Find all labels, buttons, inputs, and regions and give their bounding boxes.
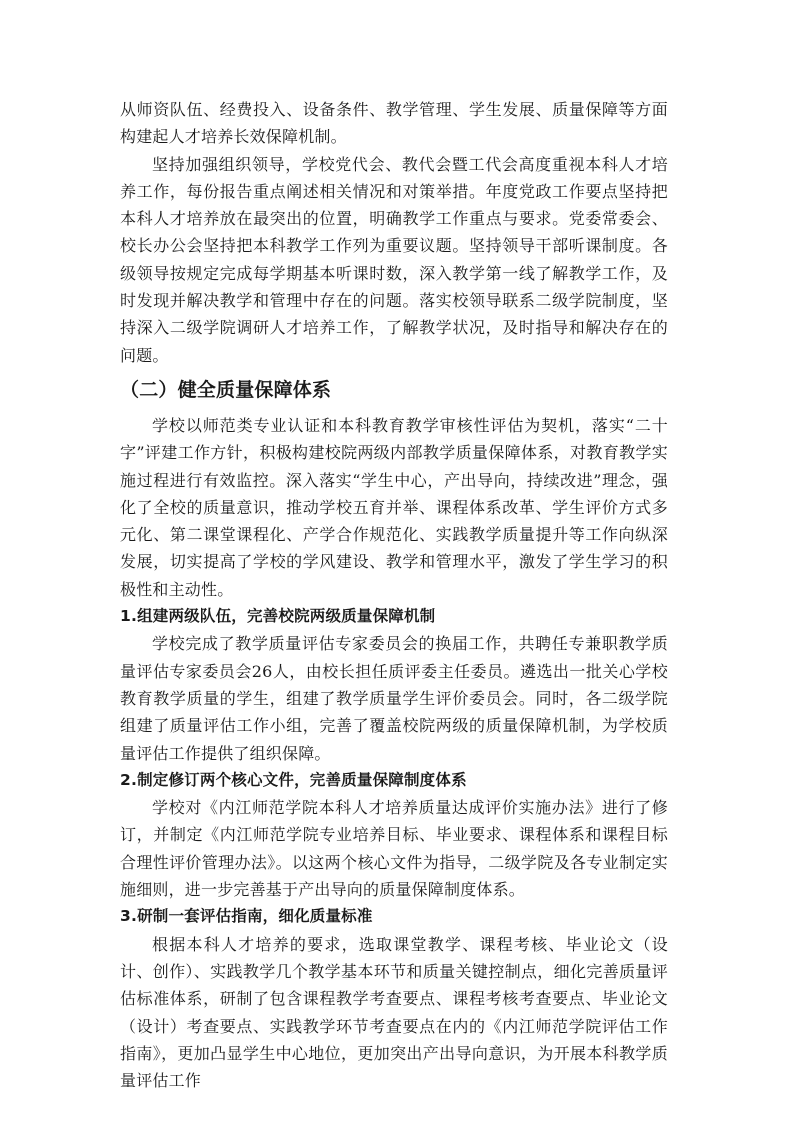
subheading-1: 1.组建两级队伍，完善校院两级质量保障机制 — [120, 607, 436, 626]
paragraph-leadership: 坚持加强组织领导，学校党代会、教代会暨工代会高度重视本科人才培养工作，每份报告重点阐述相关情况和对策举措。年度党政工作要点坚持把本科人才培养放在最突出的位置，明确教学工作重点与要求。党委常委会、校长办公会坚持把本科教学工作列为重要议题。坚持领导干部听课制度。各级领导按规定完成每学期基本听课时数，深入教学第一线了解教学工作，及时发现并解决教学和管理中存在的问题。落实校领导联系二级学院制度，坚持深入二级学院调研人才培养工作，了解教学状况，及时指导和解决存在的问题。 — [120, 154, 668, 365]
paragraph-teams: 学校完成了教学质量评估专家委员会的换届工作，共聘任专兼职教学质量评估专家委员会26人，由校长担任质评委主任委员。遴选出一批关心学校教育教学质量的学生，组建了教学质量学生评价委员会。同时，各二级学院组建了质量评估工作小组，完善了覆盖校院两级的质量保障机制，为学校质量评估工作提供了组织保障。 — [120, 634, 668, 763]
subheading-2: 2.制定修订两个核心文件，完善质量保障制度体系 — [120, 770, 467, 789]
paragraph-quality-system: 学校以师范类专业认证和本科教育教学审核性评估为契机，落实“二十字”评建工作方针，积极构建校院两级内部教学质量保障体系，对教育教学实施过程进行有效监控。深入落实“学生中心，产出导向，持续改进”理念，强化了全校的质量意识，推动学校五育并举、课程体系改革、学生评价方式多元化、第二课堂课程化、产学合作规范化、实践教学质量提升等工作向纵深发展，切实提高了学校的学风建设、教学和管理水平，激发了学生学习的积极性和主动性。 — [120, 415, 668, 599]
document-body — [120, 96, 668, 1094]
subheading-3: 3.研制一套评估指南，细化质量标准 — [120, 907, 373, 926]
section-heading: （二）健全质量保障体系 — [120, 378, 332, 401]
paragraph-continuation: 从师资队伍、经费投入、设备条件、教学管理、学生发展、质量保障等方面构建起人才培养长效保障机制。 — [120, 100, 668, 147]
paragraph-guide: 根据本科人才培养的要求，选取课堂教学、课程考核、毕业论文（设计、创作）、实践教学几个教学基本环节和质量关键控制点，细化完善质量评估标准体系，研制了包含课程教学考查要点、课程考核考查要点、毕业论文（设计）考查要点、实践教学环节考查要点在内的《内江师范学院评估工作指南》，更加凸显学生中心地位，更加突出产出导向意识，为开展本科教学质量评估工作 — [120, 934, 668, 1091]
paragraph-documents: 学校对《内江师范学院本科人才培养质量达成评价实施办法》进行了修订，并制定《内江师范学院专业培养目标、毕业要求、课程体系和课程目标合理性评价管理办法》。以这两个核心文件为指导，二级学院及各专业制定实施细则，进一步完善基于产出导向的质量保障制度体系。 — [120, 798, 668, 900]
